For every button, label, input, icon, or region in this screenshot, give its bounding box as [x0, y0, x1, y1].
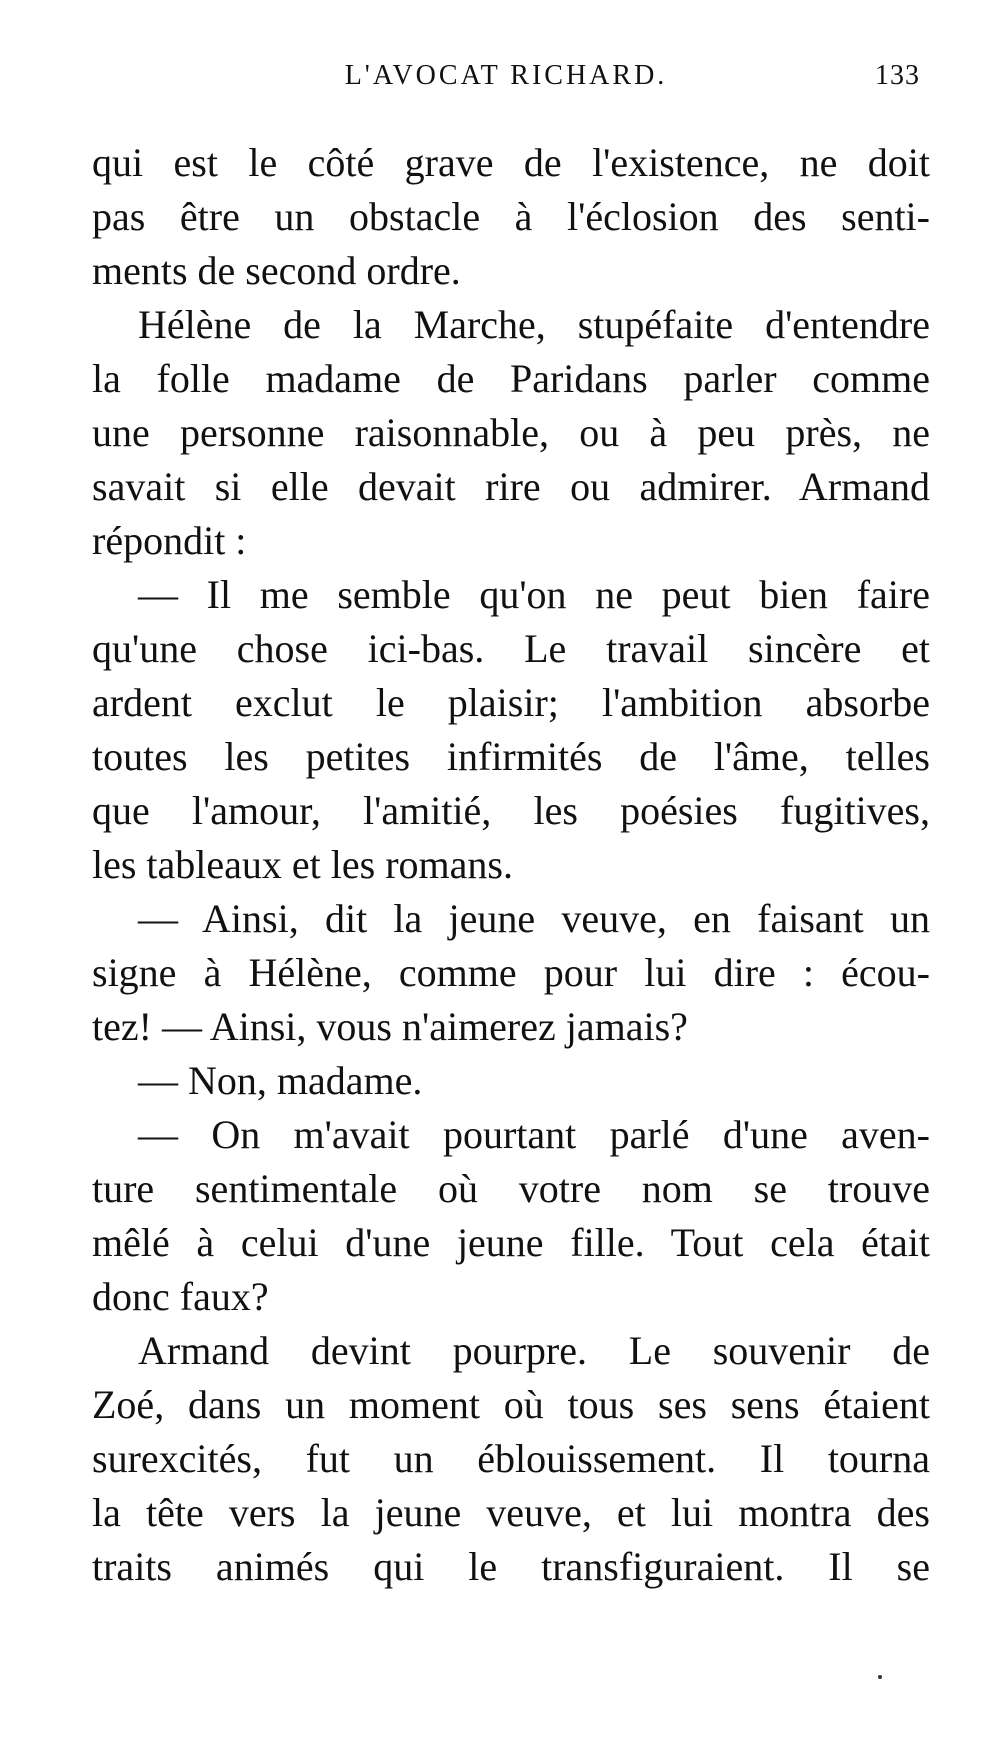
text-line: Armand devint pourpre. Le souvenir de: [138, 1328, 930, 1373]
page-number: 133: [875, 60, 920, 91]
text-line: Zoé, dans un moment où tous ses sens étaient: [92, 1382, 930, 1427]
text-line: qui est le côté grave de l'existence, ne doit: [92, 140, 930, 185]
text-line: — Non, madame.: [138, 1058, 423, 1103]
text-line: savait si elle devait rire ou admirer. Armand: [92, 464, 930, 509]
running-title: L'AVOCAT RICHARD.: [344, 60, 668, 91]
text-line: une personne raisonnable, ou à peu près, ne: [92, 410, 930, 455]
text-line: tez! — Ainsi, vous n'aimerez jamais?: [92, 1004, 688, 1049]
text-line: toutes les petites infirmités de l'âme, telles: [92, 734, 930, 779]
text-line: — On m'avait pourtant parlé d'une aven-: [138, 1112, 930, 1157]
text-line: que l'amour, l'amitié, les poésies fugitives,: [92, 788, 930, 833]
text-line: Hélène de la Marche, stupéfaite d'entendre: [138, 302, 930, 347]
text-line: surexcités, fut un éblouissement. Il tourna: [92, 1436, 930, 1481]
text-line: la tête vers la jeune veuve, et lui montra des: [92, 1490, 930, 1535]
text-line: ments de second ordre.: [92, 248, 461, 293]
text-line: ardent exclut le plaisir; l'ambition absorbe: [92, 680, 930, 725]
running-head: [92, 60, 920, 100]
text-line: — Ainsi, dit la jeune veuve, en faisant un: [138, 896, 930, 941]
text-line: mêlé à celui d'une jeune fille. Tout cela était: [92, 1220, 930, 1265]
text-line: signe à Hélène, comme pour lui dire : écou-: [92, 950, 930, 995]
text-line: ture sentimentale où votre nom se trouve: [92, 1166, 930, 1211]
text-line: donc faux?: [92, 1274, 269, 1319]
text-line: les tableaux et les romans.: [92, 842, 513, 887]
print-speck: [878, 1675, 882, 1679]
text-line: — Il me semble qu'on ne peut bien faire: [138, 572, 930, 617]
text-line: qu'une chose ici-bas. Le travail sincère et: [92, 626, 930, 671]
text-line: traits animés qui le transfiguraient. Il se: [92, 1544, 930, 1589]
body-text: [92, 136, 930, 1594]
text-line: la folle madame de Paridans parler comme: [92, 356, 930, 401]
text-line: répondit :: [92, 518, 247, 563]
text-line: pas être un obstacle à l'éclosion des senti-: [92, 194, 930, 239]
